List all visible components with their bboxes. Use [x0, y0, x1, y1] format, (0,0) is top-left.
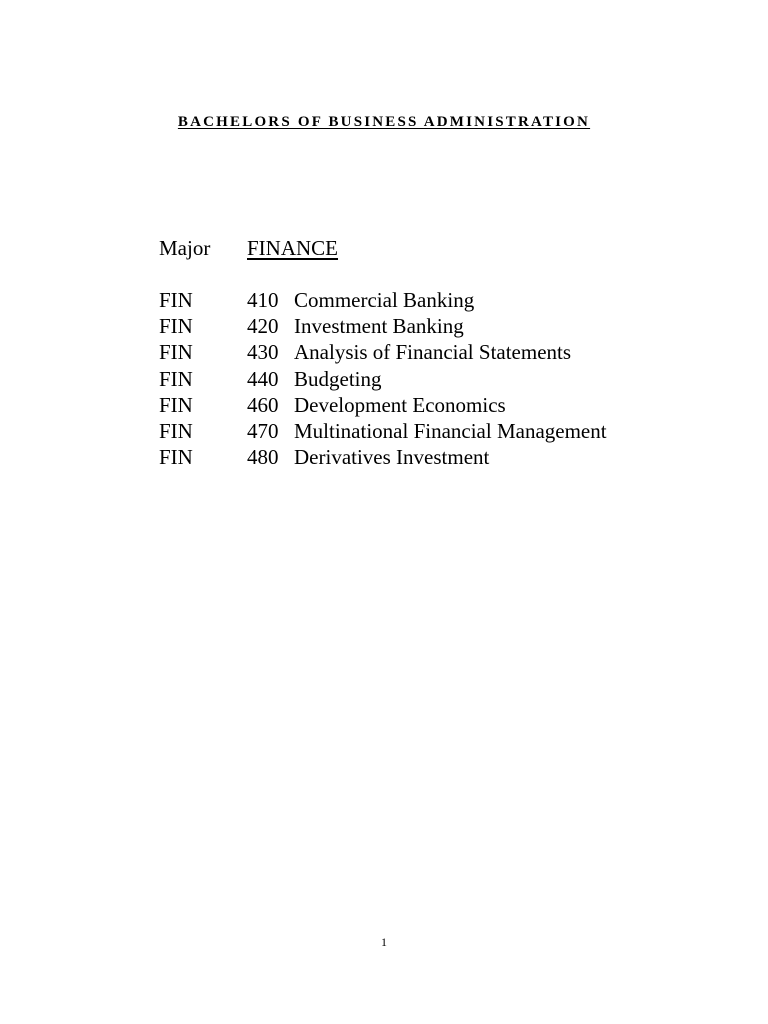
course-name: Investment Banking — [294, 314, 464, 339]
course-dept: FIN — [159, 392, 193, 417]
course-name: Budgeting — [294, 366, 382, 391]
course-dept: FIN — [159, 366, 193, 391]
course-number: 480 — [247, 445, 279, 470]
major-heading — [159, 236, 338, 261]
page-number: 1 — [381, 935, 387, 949]
course-name: Analysis of Financial Statements — [294, 340, 572, 365]
course-row — [159, 418, 607, 444]
course-number: 410 — [247, 288, 279, 312]
course-name: Commercial Banking — [294, 288, 475, 312]
course-row — [159, 339, 607, 365]
course-row — [159, 392, 607, 418]
course-dept: FIN — [159, 314, 193, 339]
course-name: Multinational Financial Management — [294, 419, 607, 444]
major-label: Major — [159, 236, 211, 260]
course-name: Derivatives Investment — [294, 445, 490, 470]
course-number: 430 — [247, 340, 279, 365]
document-title: BACHELORS OF BUSINESS ADMINISTRATION — [177, 114, 591, 130]
course-number: 440 — [247, 366, 279, 391]
course-row — [159, 444, 607, 470]
course-row — [159, 366, 607, 392]
course-number: 420 — [247, 314, 279, 339]
course-row — [159, 287, 607, 313]
course-name: Development Economics — [294, 392, 506, 417]
major-value: FINANCE — [247, 236, 339, 260]
course-dept: FIN — [159, 419, 193, 444]
course-dept: FIN — [159, 445, 193, 470]
course-dept: FIN — [159, 288, 193, 312]
course-list — [159, 287, 607, 470]
course-number: 470 — [247, 419, 279, 444]
course-number: 460 — [247, 392, 279, 417]
course-row — [159, 313, 607, 339]
course-dept: FIN — [159, 340, 193, 365]
